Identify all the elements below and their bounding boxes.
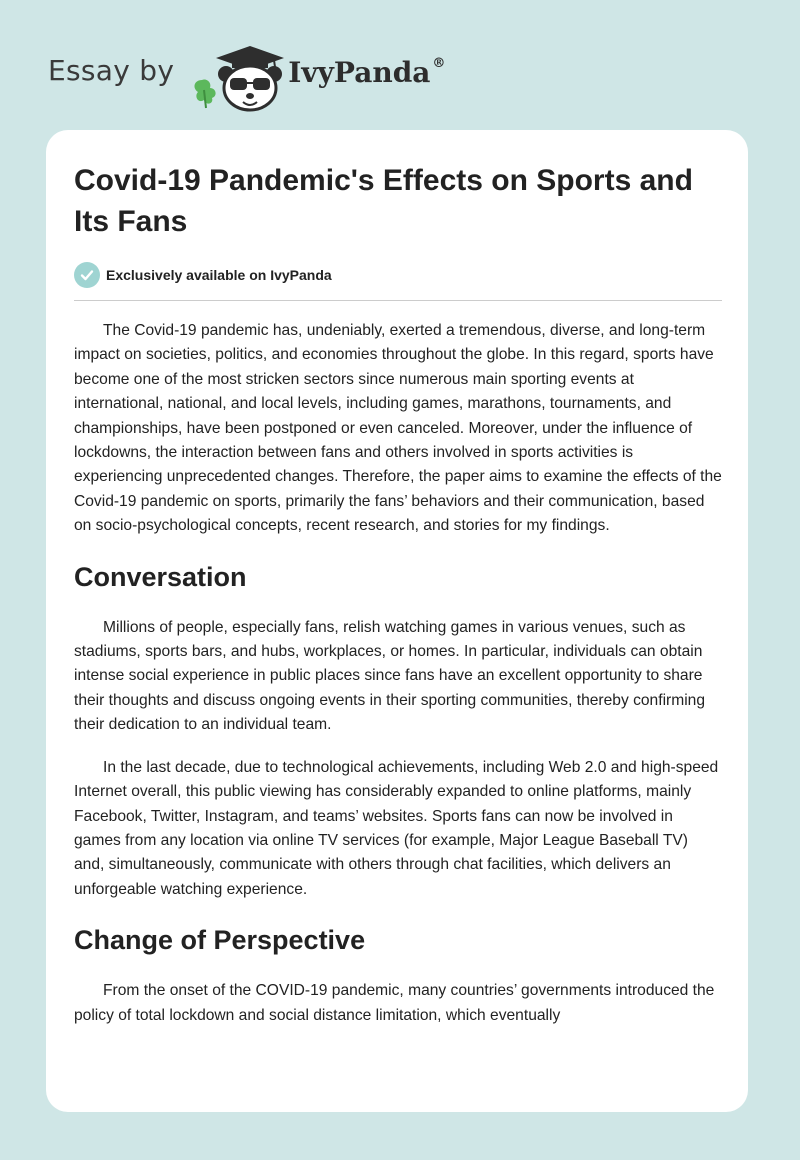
exclusive-badge <box>74 262 722 288</box>
exclusive-label: Exclusively available on IvyPanda <box>106 267 332 283</box>
check-circle-icon <box>74 262 100 288</box>
brand-label: IvyPanda <box>288 55 431 89</box>
section-heading-change-of-perspective: Change of Perspective <box>74 925 366 956</box>
paragraph: In the last decade, due to technological achievements, including Web 2.0 and high-speed Internet overall, this public viewing has considerably expanded to online platforms, mainly Facebook, Twitter, Instagram, and teams’ websites. Sports fans can now be involved in games from any location via online TV services (for example, Major League Baseball TV) and, simultaneously, communicate with others through chat facilities, which delivers an unforgeable watching experience. <box>74 758 719 898</box>
essay-by-label: Essay by <box>48 53 175 87</box>
paragraph: From the onset of the COVID-19 pandemic, many countries’ governments introduced the policy of total lockdown and social distance limitation, which eventually <box>74 982 715 1024</box>
site-header <box>48 36 752 112</box>
section-heading-conversation: Conversation <box>74 561 247 592</box>
essay-card <box>46 130 748 1112</box>
registered-mark: ® <box>432 56 446 72</box>
essay-title: Covid-19 Pandemic's Effects on Sports and Its Fans <box>74 164 693 238</box>
brand-name[interactable] <box>288 56 445 89</box>
paragraph: Millions of people, especially fans, relish watching games in various venues, such as stadiums, sports bars, and hubs, workplaces, or homes. In particular, individuals can obtain intense social experience in public places since fans have an excellent opportunity to share their thoughts and discuss ongoing events in their sporting communities, thereby confirming their dedication to an individual team. <box>74 618 706 734</box>
divider <box>74 300 722 301</box>
intro-paragraph: The Covid-19 pandemic has, undeniably, exerted a tremendous, diverse, and long-term impact on societies, politics, and economies throughout the globe. In this regard, sports have become one of the most stricken sectors since numerous main sporting events at international, national, and local levels, including games, marathons, tournaments, and championships, have been postponed or even canceled. Moreover, under the influence of lockdowns, the interaction between fans and others involved in sports activities is experiencing unprecedented changes. Therefore, the paper aims to examine the effects of the Covid-19 pandemic on sports, primarily the fans’ behaviors and their communication, based on socio-psychological concepts, recent research, and stories for my findings. <box>74 322 722 535</box>
essay-content <box>74 160 722 1028</box>
panda-logo-icon[interactable] <box>188 36 284 112</box>
